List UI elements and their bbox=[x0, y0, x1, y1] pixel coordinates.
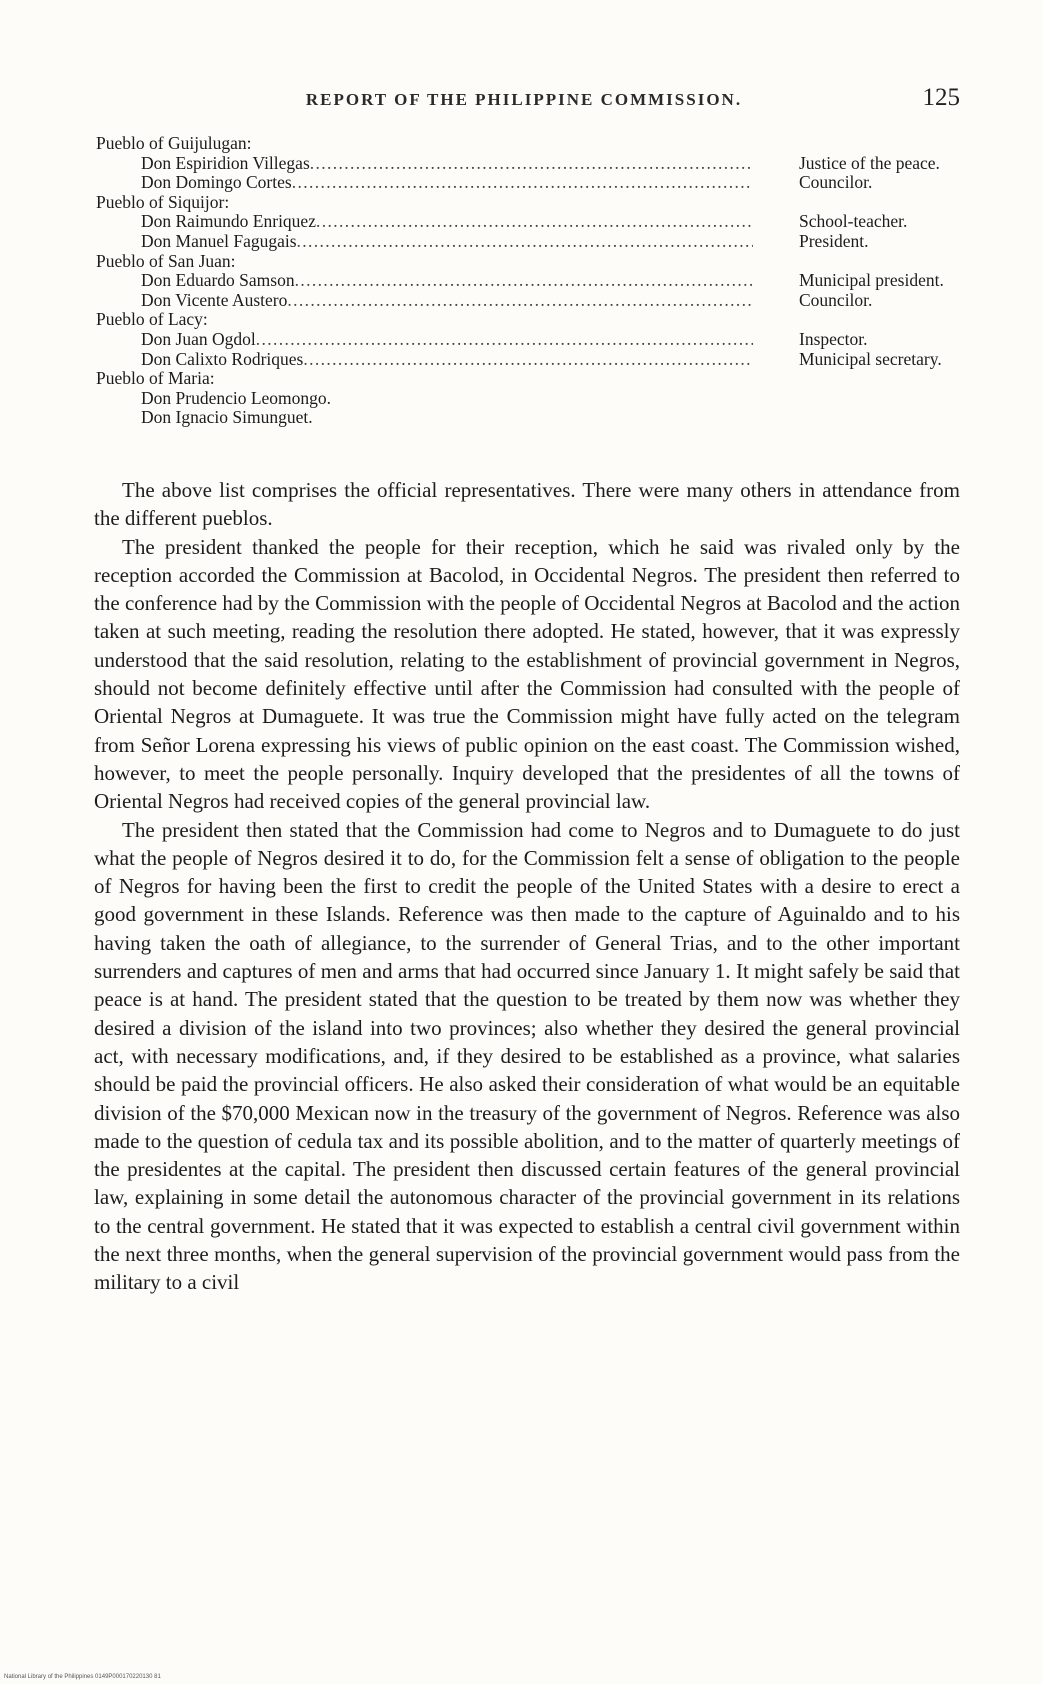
body-text bbox=[94, 476, 960, 1297]
member-name: Don Juan Ogdol bbox=[141, 328, 256, 349]
roster-entry bbox=[141, 328, 868, 350]
page-number: 125 bbox=[922, 84, 960, 111]
pueblo-heading: Pueblo of San Juan: bbox=[96, 250, 236, 271]
member-role: Councilor. bbox=[799, 289, 873, 310]
member-role: Municipal secretary. bbox=[799, 348, 942, 369]
leader-dots bbox=[256, 330, 753, 350]
leader-dots bbox=[303, 350, 753, 370]
member-role: Municipal president. bbox=[799, 270, 944, 291]
pueblo-heading: Pueblo of Lacy: bbox=[96, 309, 208, 330]
roster-entry bbox=[141, 289, 873, 311]
member-name: Don Calixto Rodriques bbox=[141, 348, 304, 369]
member-name: Don Domingo Cortes bbox=[141, 172, 292, 193]
member-role: Inspector. bbox=[799, 328, 868, 349]
leader-dots bbox=[295, 271, 753, 291]
member-name: Don Vicente Austero bbox=[141, 289, 288, 310]
member-name: Don Raimundo Enriquez bbox=[141, 211, 316, 232]
roster-entry bbox=[141, 230, 869, 252]
paragraph: The president then stated that the Commission had come to Negros and to Dumaguete to do just what the people of Negros desired it to do, for the Commission felt a sense of obligation to the people of Negros for having been the first to credit the people of the United States with a desire to erect a good government in these Islands. Reference was then made to the capture of Aguinaldo and to his having taken the oath of allegiance, to the surrender of General Trias, and to the other important surrenders and captures of men and arms that had occurred since January 1. It might safely be said that peace is at hand. The president stated that the question to be treated by them now was whether they desired a division of the island into two provinces; also whether they desired the general provincial act, with necessary modifications, and, if they desired to be established as a province, what salaries should be paid the provincial officers. He also asked their consideration of what would be an equitable division of the $70,000 Mexican now in the treasury of the government of Negros. Reference was also made to the question of cedula tax and its possible abolition, and to the matter of quarterly meetings of the presidentes at the capital. The president then discussed certain features of the general provincial law, explaining in some detail the autonomous character of the provincial government in its relations to the central government. He stated that it was expected to establish a central civil government within the next three months, when the general supervision of the provincial government would pass from the military to a civil bbox=[94, 817, 960, 1295]
paragraph: The president thanked the people for their reception, which he said was rivaled only by the reception accorded the Commission at Bacolod, in Occidental Negros. The president then referred to the conference had by the Commission with the people of Occidental Negros at Bacolod and the action taken at such meeting, reading the resolution there adopted. He stated, however, that it was expressly understood that the said resolution, relating to the establishment of provincial government in Negros, should not become definitely effective until after the Commission had consulted with the people of Oriental Negros at Dumaguete. It was true the Commission might have fully acted on the telegram from Señor Lorena expressing his views of public opinion on the east coast. The Commission wished, however, to meet the people personally. Inquiry developed that the presidentes of all the towns of Oriental Negros had received copies of the general provincial law. bbox=[94, 534, 960, 814]
scan-footer: National Library of the Philippines 0149P000170220130 81 bbox=[4, 1674, 161, 1680]
representatives-roster bbox=[96, 134, 966, 428]
leader-dots bbox=[316, 212, 753, 232]
roster-entry bbox=[141, 152, 940, 174]
leader-dots bbox=[292, 173, 753, 193]
paragraph: The above list comprises the official representatives. There were many others in attendance from the different pueblos. bbox=[94, 478, 960, 531]
running-header bbox=[88, 84, 960, 116]
leader-dots bbox=[310, 154, 753, 174]
roster-entry bbox=[141, 270, 944, 291]
member-name: Don Ignacio Simunguet. bbox=[141, 407, 313, 428]
member-role: School-teacher. bbox=[799, 211, 908, 232]
pueblo-heading: Pueblo of Siquijor: bbox=[96, 191, 230, 212]
member-name: Don Espiridion Villegas bbox=[141, 152, 310, 173]
leader-dots bbox=[287, 291, 753, 311]
pueblo-heading: Pueblo of Guijulugan: bbox=[96, 133, 252, 153]
member-name: Don Manuel Fagugais bbox=[141, 230, 297, 251]
member-role: President. bbox=[799, 230, 869, 251]
roster-entry bbox=[141, 211, 908, 232]
header-title: REPORT OF THE PHILIPPINE COMMISSION. bbox=[305, 90, 743, 109]
member-name: Don Prudencio Leomongo. bbox=[141, 387, 332, 408]
member-name: Don Eduardo Samson bbox=[141, 270, 295, 291]
roster-entry bbox=[141, 348, 942, 370]
pueblo-heading: Pueblo of Maria: bbox=[96, 368, 215, 389]
member-role: Justice of the peace. bbox=[799, 152, 940, 173]
roster-entry bbox=[141, 172, 873, 193]
member-role: Councilor. bbox=[799, 172, 873, 193]
leader-dots bbox=[297, 232, 753, 252]
